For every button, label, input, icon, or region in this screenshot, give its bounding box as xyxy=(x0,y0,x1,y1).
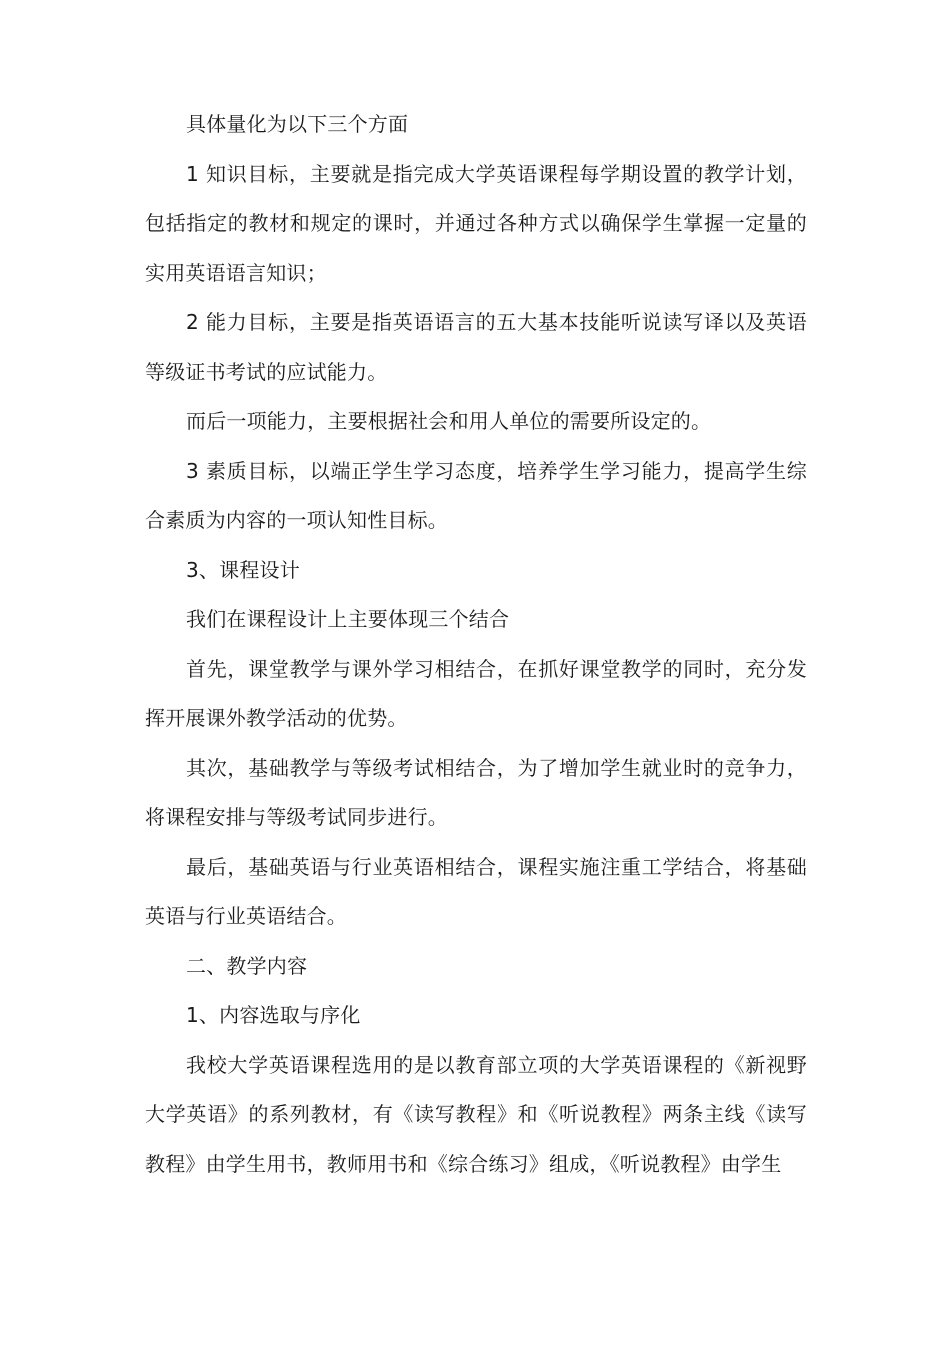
paragraph: 最后，基础英语与行业英语相结合，课程实施注重工学结合，将基础英语与行业英语结合。 xyxy=(145,854,807,928)
paragraph: 我校大学英语课程选用的是以教育部立项的大学英语课程的《新视野大学英语》的系列教材，有《读写教程》和《听说教程》两条主线《读写教程》由学生用书，教师用书和《综合练习》组成，《听说教程》由学生 xyxy=(145,1052,807,1176)
paragraph: 我们在课程设计上主要体现三个结合 xyxy=(186,607,510,631)
paragraph: 而后一项能力，主要根据社会和用人单位的需要所设定的。 xyxy=(186,409,712,433)
paragraph: 1 知识目标，主要就是指完成大学英语课程每学期设置的教学计划，包括指定的教材和规定的课时，并通过各种方式以确保学生掌握一定量的实用英语语言知识； xyxy=(145,161,807,285)
section-heading: 3、课程设计 xyxy=(186,557,300,582)
paragraph: 首先，课堂教学与课外学习相结合，在抓好课堂教学的同时，充分发挥开展课外教学活动的优势。 xyxy=(145,656,807,730)
paragraph: 3 素质目标，以端正学生学习态度，培养学生学习能力，提高学生综合素质为内容的一项认知性目标。 xyxy=(145,458,807,532)
paragraph: 2 能力目标，主要是指英语语言的五大基本技能听说读写译以及英语等级证书考试的应试能力。 xyxy=(145,310,807,384)
document-body xyxy=(145,100,807,1189)
paragraph: 具体量化为以下三个方面 xyxy=(186,112,409,136)
paragraph: 其次，基础教学与等级考试相结合，为了增加学生就业时的竞争力，将课程安排与等级考试同步进行。 xyxy=(145,755,807,829)
section-heading: 1、内容选取与序化 xyxy=(186,1003,361,1027)
section-heading: 二、教学内容 xyxy=(186,953,308,978)
